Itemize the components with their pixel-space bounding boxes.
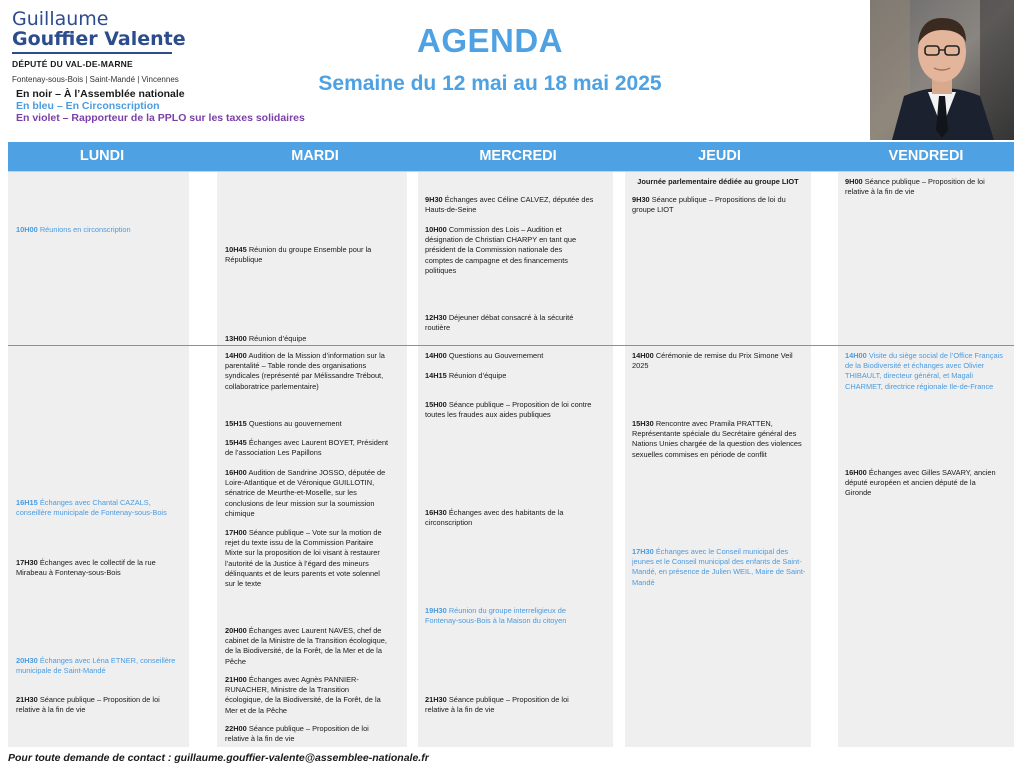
page-title: AGENDA <box>416 22 563 59</box>
deputy-logo <box>12 10 187 84</box>
event-mardi-4: 15H15 Questions au gouvernement <box>225 419 342 428</box>
event-mercredi-4: 14H00 Questions au Gouvernement <box>425 351 544 360</box>
morning-afternoon-divider <box>8 345 1014 346</box>
event-lundi-2: 16H15 Échanges avec Chantal CAZALS, conseillère municipale de Fontenay-sous-Bois <box>16 498 167 518</box>
logo-towns: Fontenay-sous-Bois | Saint-Mandé | Vincennes <box>12 75 179 84</box>
legend-black: En noir – À l’Assemblée nationale <box>16 88 185 100</box>
event-mercredi-1: 9H30 Échanges avec Céline CALVEZ, députée des Hauts-de-Seine <box>425 195 594 215</box>
event-lundi-3: 17H30 Échanges avec le collectif de la rue Mirabeau à Fontenay-sous-Bois <box>16 558 156 578</box>
logo-first-name: Guillaume <box>12 8 109 30</box>
event-lundi-4: 20H30 Échanges avec Léna ETNER, conseillère municipale de Saint-Mandé <box>16 656 176 676</box>
day-header-lundi: LUNDI <box>79 148 125 164</box>
event-mercredi-9: 21H30 Séance publique – Proposition de loi relative à la fin de vie <box>425 695 569 715</box>
day-header-mardi: MARDI <box>291 148 339 164</box>
event-jeudi-1: 9H30 Séance publique – Propositions de loi du groupe LIOT <box>632 195 786 215</box>
deputy-portrait <box>870 0 1014 140</box>
event-mercredi-6: 15H00 Séance publique – Proposition de loi contre toutes les fraudes aux aides publiques <box>425 400 592 420</box>
event-mardi-9: 21H00 Échanges avec Agnès PANNIER-RUNACHER, Ministre de la Transition écologique, de la Biodiversité, de la Forêt, de la Mer et de la Pêche <box>225 675 381 715</box>
grid-top-line <box>8 171 1014 172</box>
event-mardi-10: 22H00 Séance publique – Proposition de loi relative à la fin de vie <box>225 724 369 744</box>
event-jeudi-4: 17H30 Échanges avec le Conseil municipal des jeunes et le Conseil municipal des enfants de Saint-Mandé, en présence de Julien WEIL, Maire de Saint-Mandé <box>632 547 806 587</box>
logo-rule <box>12 52 172 54</box>
event-mardi-3: 14H00 Audition de la Mission d’information sur la parentalité – Table ronde des organisations syndicales (représenté par Mélissandre Trébout, collaboratrice parlementaire) <box>225 351 385 391</box>
event-mardi-2: 13H00 Réunion d’équipe <box>225 334 307 343</box>
event-mardi-6: 16H00 Audition de Sandrine JOSSO, députée de Loire-Atlantique et de Véronique GUILLOTIN, sénatrice de Meurthe-et-Moselle, sur les conclusions de leur mission sur la soumission chimique <box>225 468 386 518</box>
event-mercredi-8: 19H30 Réunion du groupe interreligieux de Fontenay-sous-Bois à la Maison du citoyen <box>425 606 567 626</box>
event-mercredi-7: 16H30 Échanges avec des habitants de la circonscription <box>425 508 564 528</box>
logo-role: DÉPUTÉ DU VAL-DE-MARNE <box>12 59 133 69</box>
day-header-vendredi: VENDREDI <box>888 148 964 164</box>
week-subtitle: Semaine du 12 mai au 18 mai 2025 <box>318 72 662 95</box>
event-vendredi-3: 16H00 Échanges avec Gilles SAVARY, ancien député européen et ancien député de la Gironde <box>845 468 996 498</box>
day-header-mercredi: MERCREDI <box>479 148 557 164</box>
event-mardi-8: 20H00 Échanges avec Laurent NAVES, chef de cabinet de la Ministre de la Transition écologique, de la Biodiversité, de la Forêt, de la Mer et de la Pêche <box>225 626 387 666</box>
event-jeudi-3: 15H30 Rencontre avec Pramila PRATTEN, Représentante spéciale du Secrétaire général des Nations Unies chargée de la question des violences sexuelles commises en période de conflit <box>632 419 802 459</box>
days-header <box>8 142 1014 171</box>
event-vendredi-2: 14H00 Visite du siège social de l’Office Français de la Biodiversité et échanges avec Olivier THIBAULT, directeur général, et Magali CHARMET, directrice régionale Ile-de-France <box>845 351 1003 391</box>
event-mercredi-3: 12H30 Déjeuner débat consacré à la sécurité routière <box>425 313 574 333</box>
portrait-illustration <box>870 0 1014 140</box>
event-lundi-1: 10H00 Réunions en circonscription <box>16 225 131 234</box>
event-lundi-5: 21H30 Séance publique – Proposition de loi relative à la fin de vie <box>16 695 160 715</box>
event-jeudi-2: 14H00 Cérémonie de remise du Prix Simone Veil 2025 <box>632 351 793 371</box>
column-vendredi <box>838 171 1014 747</box>
contact-footer: Pour toute demande de contact : guillaume.gouffier-valente@assemblee-nationale.fr <box>8 752 429 764</box>
legend-violet: En violet – Rapporteur de la PPLO sur les taxes solidaires <box>16 112 305 124</box>
day-header-jeudi: JEUDI <box>698 148 741 164</box>
logo-last-name: Gouffier Valente <box>12 28 186 50</box>
legend-blue: En bleu – En Circonscription <box>16 100 160 112</box>
event-mardi-1: 10H45 Réunion du groupe Ensemble pour la République <box>225 245 372 265</box>
event-jeudi-header: Journée parlementaire dédiée au groupe LIOT <box>637 177 799 186</box>
event-mercredi-2: 10H00 Commission des Lois – Audition et désignation de Christian CHARPY en tant que président de la Commission nationale des comptes de campagne et des financements politiques <box>425 225 577 275</box>
event-mardi-5: 15H45 Échanges avec Laurent BOYET, Président de l’association Les Papillons <box>225 438 389 458</box>
event-vendredi-1: 9H00 Séance publique – Proposition de loi relative à la fin de vie <box>845 177 985 197</box>
event-mardi-7: 17H00 Séance publique – Vote sur la motion de rejet du texte issu de la Commission Paritaire Mixte sur la proposition de loi visant à restaurer l’autorité de la Justice à l’égard des mineurs délinquants et de leurs parents et vote solennel sur le texte <box>225 528 382 589</box>
event-mercredi-5: 14H15 Réunion d’équipe <box>425 371 507 380</box>
